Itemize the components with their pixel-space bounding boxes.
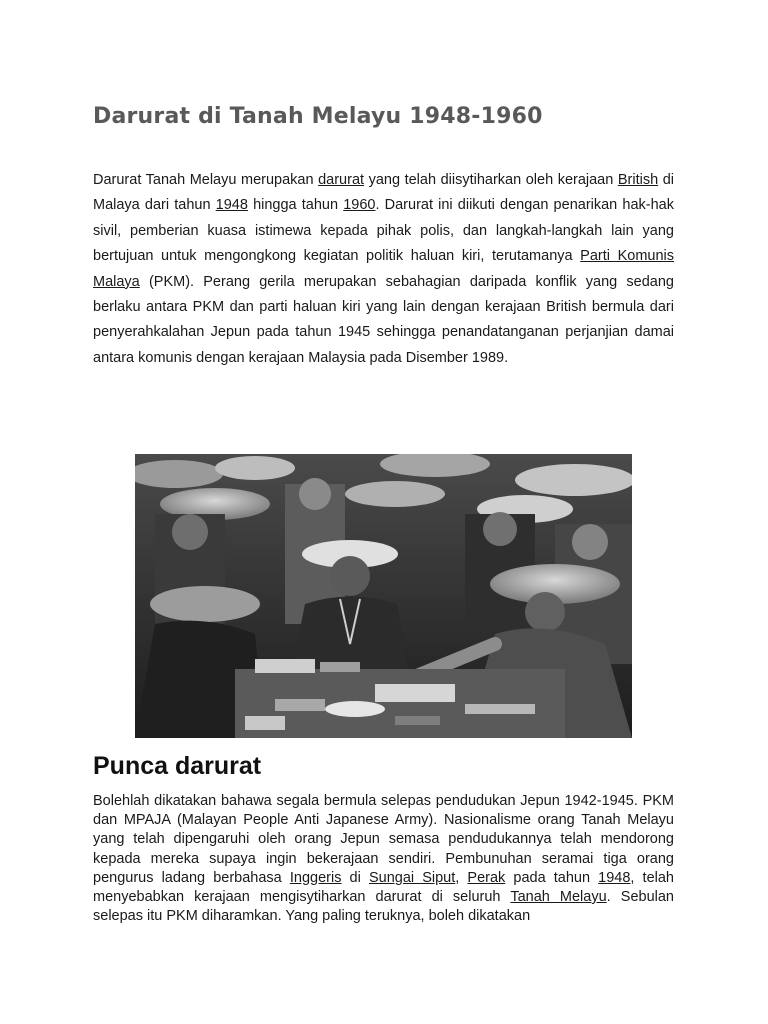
link-parti-komunis-malaya[interactable]: Parti Komunis Malaya (93, 248, 674, 290)
link-sungai-siput[interactable]: Sungai Siput (368, 869, 456, 886)
link-tanah-melayu[interactable]: Tanah Melayu (510, 889, 607, 906)
document-title: Darurat di Tanah Melayu 1948-1960 (93, 104, 543, 129)
link-british[interactable]: British (617, 172, 659, 188)
link-inggeris[interactable]: Inggeris (289, 869, 342, 886)
link-1960[interactable]: 1960 (343, 197, 376, 214)
link-perak[interactable]: Perak (467, 869, 506, 886)
link-darurat[interactable]: darurat (318, 172, 365, 188)
section-paragraph: Bolehlah dikatakan bahawa segala bermula selepas pendudukan Jepun 1942-1945. PKM dan MPAJA (Malayan People Anti Japanese Army). Nasionalisme orang Tanah Melayu yang telah dipengaruhi oleh orang Jepun semasa pendudukannya telah mendorong kepada mereka supaya ingin bekerajaan sendiri. Pembunuhan seramai tiga orang pengurus ladang berbahasa Inggeris di Sungai Siput, Perak pada tahun 1948, telah menyebabkan kerajaan mengisytiharkan darurat di seluruh Tanah Melayu. Sebulan selepas itu PKM diharamkan. Yang paling teruknya, boleh dikatakan (93, 793, 674, 925)
link-1948[interactable]: 1948 (215, 197, 248, 214)
intro-paragraph: Darurat Tanah Melayu merupakan darurat yang telah diisytiharkan oleh kerajaan British di Malaya dari tahun 1948 hingga tahun 1960. Darurat ini diikuti dengan penarikan hak-hak sivil, pemberian kuasa istimewa kepada pihak polis, dan langkah-langkah lain yang bertujuan untuk mengongkong kegiatan politik haluan kiri, terutamanya Parti Komunis Malaya (PKM). Perang gerila merupakan sebahagian daripada konflik yang sedang berlaku antara PKM dan parti haluan kiri yang lain dengan kerajaan British bermula dari penyerahkalahan Jepun pada tahun 1945 sehingga penandatanganan perjanjian damai antara komunis dengan kerajaan Malaysia pada Disember 1989. (93, 172, 674, 366)
historical-photo (135, 454, 632, 738)
link-1948-section[interactable]: 1948 (598, 869, 631, 886)
photo-illustration (135, 454, 632, 738)
section-heading: Punca darurat (93, 752, 262, 780)
